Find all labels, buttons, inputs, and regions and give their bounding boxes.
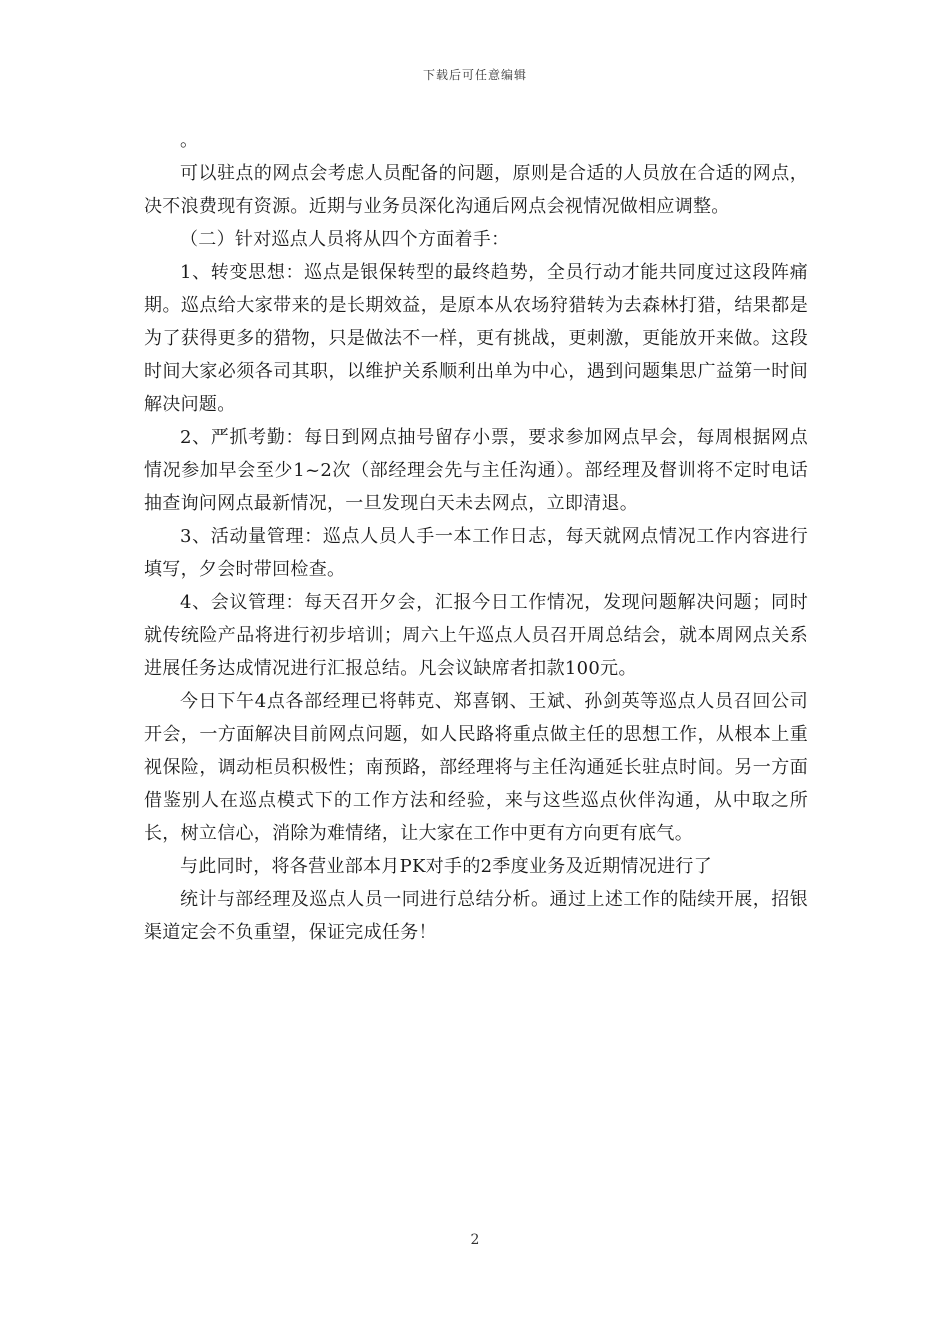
paragraph-9: 统计与部经理及巡点人员一同进行总结分析。通过上述工作的陆续开展，招银渠道定会不负重望，保证完成任务！ bbox=[144, 889, 808, 943]
paragraph-4: 2、严抓考勤：每日到网点抽号留存小票，要求参加网点早会，每周根据网点情况参加早会至少1~2次（部经理会先与主任沟通）。部经理及督训将不定时电话抽查询问网点最新情况，一旦发现白天未去网点，立即清退。 bbox=[144, 427, 808, 514]
paragraph-3: 1、转变思想：巡点是银保转型的最终趋势，全员行动才能共同度过这段阵痛期。巡点给大家带来的是长期效益，是原本从农场狩猎转为去森林打猎，结果都是为了获得更多的猎物，只是做法不一样，更有挑战，更刺激，更能放开来做。这段时间大家必须各司其职，以维护关系顺利出单为中心，遇到问题集思广益第一时间解决问题。 bbox=[144, 262, 808, 415]
page-number: 2 bbox=[470, 1232, 480, 1248]
document-body bbox=[144, 124, 808, 949]
page-header: 下载后可任意编辑 bbox=[422, 68, 527, 82]
paragraph-8: 与此同时，将各营业部本月PK对手的2季度业务及近期情况进行了 bbox=[180, 856, 713, 877]
paragraph-7: 今日下午4点各部经理已将韩克、郑喜钢、王斌、孙剑英等巡点人员召回公司开会，一方面解决目前网点问题，如人民路将重点做主任的思想工作，从根本上重视保险，调动柜员积极性；南预路，部经理将与主任沟通延长驻点时间。另一方面借鉴别人在巡点模式下的工作方法和经验，来与这些巡点伙伴沟通，从中取之所长，树立信心，消除为难情绪，让大家在工作中更有方向更有底气。 bbox=[144, 691, 808, 844]
paragraph-2: （二）针对巡点人员将从四个方面着手： bbox=[180, 229, 510, 250]
paragraph-1: 可以驻点的网点会考虑人员配备的问题，原则是合适的人员放在合适的网点，决不浪费现有资源。近期与业务员深化沟通后网点会视情况做相应调整。 bbox=[144, 163, 808, 217]
paragraph-6: 4、会议管理：每天召开夕会，汇报今日工作情况，发现问题解决问题；同时就传统险产品将进行初步培训；周六上午巡点人员召开周总结会，就本周网点关系进展任务达成情况进行汇报总结。凡会议缺席者扣款100元。 bbox=[144, 592, 808, 679]
paragraph-5: 3、活动量管理：巡点人员人手一本工作日志，每天就网点情况工作内容进行填写，夕会时带回检查。 bbox=[144, 526, 808, 580]
paragraph-0: 。 bbox=[180, 130, 199, 151]
